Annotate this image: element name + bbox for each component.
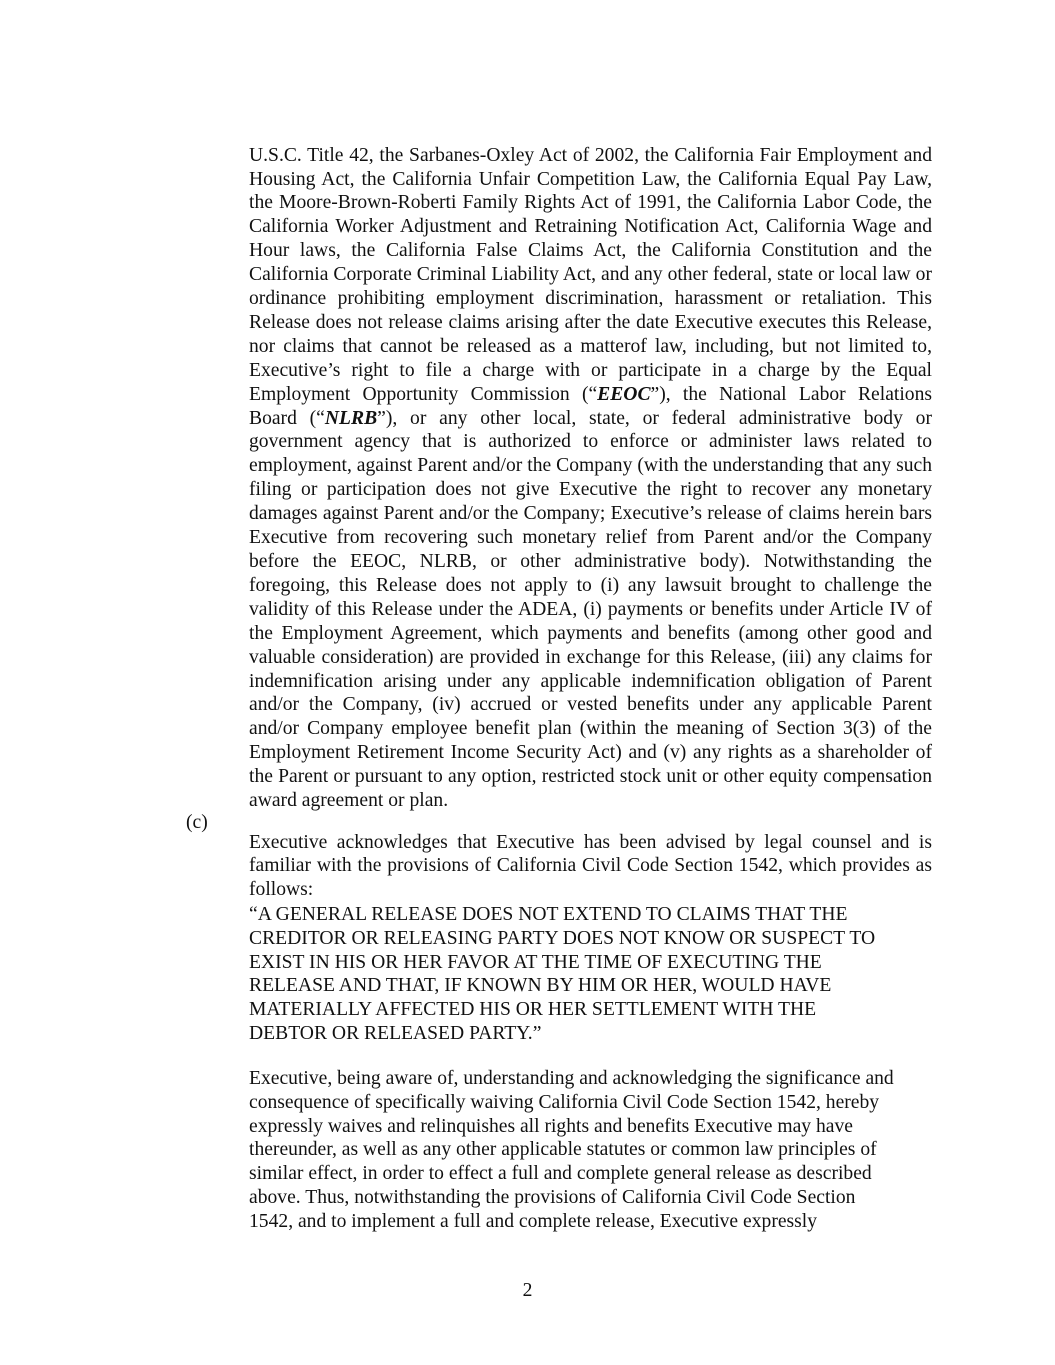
quote-line: EXIST IN HIS OR HER FAVOR AT THE TIME OF EXECUTING THE [249, 951, 822, 973]
quote-line: “A GENERAL RELEASE DOES NOT EXTEND TO CLAIMS THAT THE [249, 904, 848, 925]
release-paragraph [249, 144, 932, 813]
defined-term-eeoc: EEOC [597, 383, 651, 405]
release-text-part3: ”), or any other local, state, or federal administrative body or government agency that is authorized to enforce or administer laws related to employment, against Parent and/or the Company (with the understanding that any such filing or participation does not give Executive the right to recover any monetary damages against Parent and/or the Company; Executive’s release of claims herein bars Executive from recovering such monetary relief from Parent and/or the Company before the EEOC, NLRB, or other administrative body). Notwithstanding the foregoing, this Release does not apply to (i) any lawsuit brought to challenge the validity of this Release under the ADEA, (i) payments or benefits under Article IV of the Employment Agreement, which payments and benefits (among other good and valuable consideration) are provided in exchange for this Release, (iii) any claims for indemnification arising under any applicable indemnification obligation of Parent and/or the Company, (iv) accrued or vested benefits under any applicable Parent and/or Company employee benefit plan (within the meaning of Section 3(3) of the Employment Retirement Income Security Act) and (v) any rights as a shareholder of the Parent or pursuant to any option, restricted stock unit or other equity compensation award agreement or plan. [249, 407, 932, 812]
quote-line: MATERIALLY AFFECTED HIS OR HER SETTLEMENT WITH THE [249, 999, 817, 1021]
quote-line: DEBTOR OR RELEASED PARTY.” [249, 1022, 542, 1044]
quote-line: CREDITOR OR RELEASING PARTY DOES NOT KNOW OR SUSPECT TO [249, 927, 876, 949]
clause-c-label: (c) [186, 812, 208, 833]
defined-term-nlrb: NLRB [324, 407, 378, 429]
clause-c-text: Executive acknowledges that Executive has been advised by legal counsel and is familiar with the provisions of California Civil Code Section 1542, which provides as follows: [249, 831, 932, 901]
waiver-line: above. Thus, notwithstanding the provisions of California Civil Code Section [249, 1186, 856, 1208]
waiver-line: similar effect, in order to effect a full and complete general release as described [249, 1163, 872, 1185]
waiver-line: expressly waives and relinquishes all rights and benefits Executive may have [249, 1115, 853, 1137]
waiver-paragraph [249, 1067, 949, 1234]
quote-line: RELEASE AND THAT, IF KNOWN BY HIM OR HER, WOULD HAVE [249, 975, 832, 997]
civil-code-1542-quote [249, 903, 949, 1046]
release-text-part1: U.S.C. Title 42, the Sarbanes-Oxley Act of 2002, the California Fair Employment and Housing Act, the California Unfair Competition Law, the California Equal Pay Law, the Moore-Brown-Roberti Family Rights Act of 1991, the California Labor Code, the California Worker Adjustment and Retraining Notification Act, California Wage and Hour laws, the California False Claims Act, the California Constitution and the California Corporate Criminal Liability Act, and any other federal, state or local law or ordinance prohibiting employment discrimination, harassment or retaliation. This Release does not release claims arising after the date Executive executes this Release, nor claims that cannot be released as a matterof law, including, but not limited to, Executive’s right to file a charge with or participate in a charge by the Equal Employment Opportunity Commission (“ [249, 144, 932, 405]
release-text-part2: ”), the National Labor Relations Board (“ [249, 383, 932, 429]
waiver-line: consequence of specifically waiving California Civil Code Section 1542, hereby [249, 1091, 880, 1113]
waiver-line: 1542, and to implement a full and complete release, Executive expressly [249, 1210, 818, 1232]
page-number: 2 [522, 1280, 533, 1301]
waiver-line: Executive, being aware of, understanding and acknowledging the significance and [249, 1068, 894, 1089]
waiver-line: thereunder, as well as any other applicable statutes or common law principles of [249, 1139, 877, 1161]
